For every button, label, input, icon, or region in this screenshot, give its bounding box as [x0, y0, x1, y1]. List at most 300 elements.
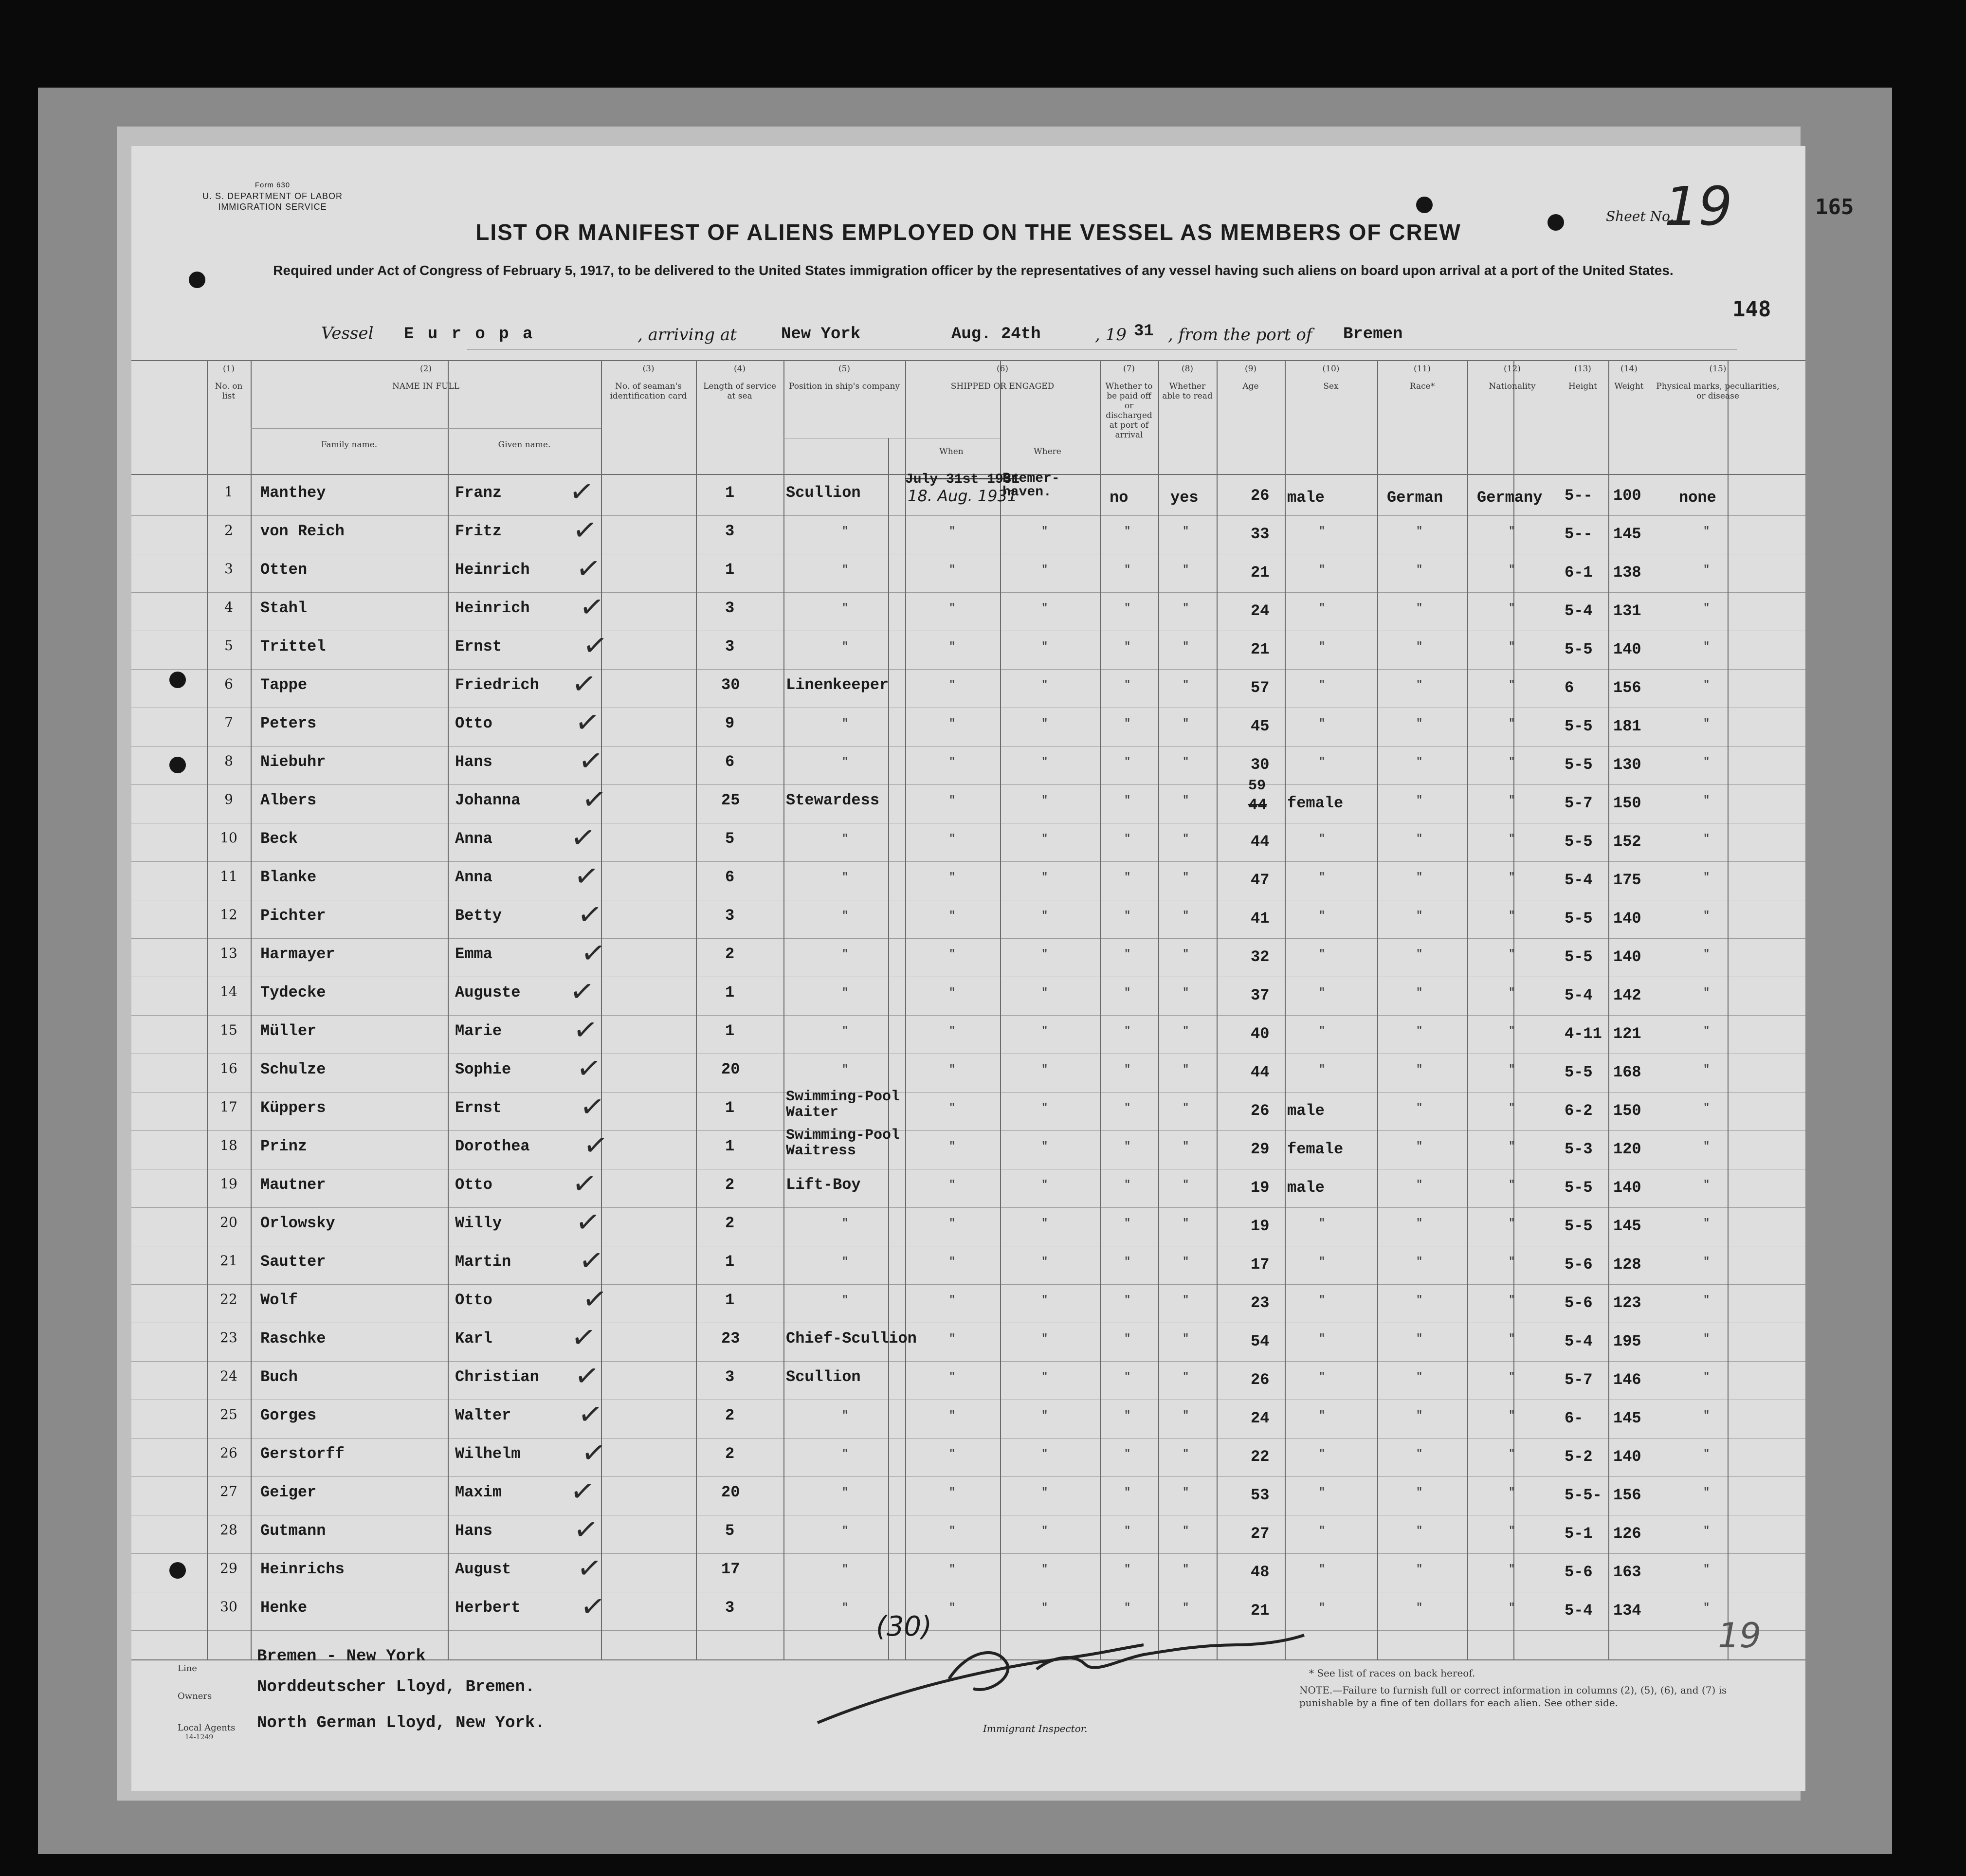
when-ditto-mark: ": [949, 910, 956, 922]
sex: male: [1287, 489, 1325, 507]
page-title: LIST OR MANIFEST OF ALIENS EMPLOYED ON THE VESSEL AS MEMBERS OF CREW: [475, 219, 1461, 245]
marks-ditto-mark: ": [1703, 794, 1710, 806]
nationality-ditto-mark: ": [1509, 1140, 1515, 1152]
weight: 150: [1613, 1102, 1641, 1120]
race-ditto-mark: ": [1416, 1409, 1423, 1421]
family-name: Schulze: [260, 1060, 326, 1078]
age: 37: [1251, 986, 1270, 1004]
read-ditto-mark: ": [1183, 910, 1189, 922]
shipped-when-struck: July 31st 1931: [905, 472, 1020, 487]
weight: 163: [1613, 1563, 1641, 1581]
family-name: Buch: [260, 1368, 298, 1386]
read-ditto-mark: ": [1183, 679, 1189, 691]
nationality-ditto-mark: ": [1509, 756, 1515, 768]
race-ditto-mark: ": [1416, 717, 1423, 729]
paid-ditto-mark: ": [1124, 1102, 1131, 1114]
paid-ditto-mark: ": [1124, 679, 1131, 691]
where-ditto-mark: ": [1041, 1140, 1048, 1152]
nationality-ditto-mark: ": [1509, 679, 1515, 691]
service-length: 30: [721, 676, 740, 694]
paid-ditto-mark: ": [1124, 1409, 1131, 1421]
shipped-where: Bremer-haven.: [1002, 471, 1060, 500]
nationality-ditto-mark: ": [1509, 986, 1515, 999]
check-mark-icon: ✓: [580, 781, 609, 819]
from-port-label: , from the port of: [1168, 325, 1312, 345]
table-row: [131, 1396, 1805, 1438]
marks-ditto-mark: ": [1703, 1256, 1710, 1268]
marks-ditto-mark: ": [1703, 1179, 1710, 1191]
family-name: Sautter: [260, 1253, 326, 1271]
check-mark-icon: ✓: [568, 1473, 597, 1511]
nationality-ditto-mark: ": [1509, 1602, 1515, 1614]
row-number: 18: [220, 1137, 237, 1153]
table-row: [131, 588, 1805, 631]
position: Scullion: [786, 484, 861, 502]
race-ditto-mark: ": [1416, 1448, 1423, 1460]
row-number: 9: [224, 791, 233, 807]
table-row: [131, 471, 1805, 515]
marks-ditto-mark: ": [1703, 948, 1710, 960]
service-length: 3: [725, 522, 735, 540]
year-label: , 19: [1095, 325, 1127, 345]
column-number-c12: (12): [1504, 364, 1521, 374]
check-mark-icon: ✓: [574, 1050, 603, 1088]
given-name: Martin: [455, 1253, 511, 1271]
when-ditto-mark: ": [949, 986, 956, 999]
service-length: 3: [725, 637, 735, 656]
column-label-c15: Physical marks, peculiarities, or disease: [1656, 382, 1780, 401]
table-row: [131, 1127, 1805, 1169]
marks-ditto-mark: ": [1703, 1602, 1710, 1614]
height: 5-2: [1565, 1448, 1593, 1466]
column-label-where: Where: [1034, 447, 1061, 456]
family-name: Prinz: [260, 1137, 308, 1155]
service-length: 1: [725, 1099, 735, 1117]
family-name: Tappe: [260, 676, 308, 694]
read-ditto-mark: ": [1183, 640, 1189, 653]
nationality-ditto-mark: ": [1509, 1409, 1515, 1421]
form-code: 14-1249: [185, 1733, 214, 1741]
column-label-c14: Weight: [1614, 382, 1644, 391]
race-ditto-mark: ": [1416, 1332, 1423, 1345]
from-port: Bremen: [1343, 325, 1403, 344]
height: 5-4: [1565, 1602, 1593, 1620]
owners-label: Owners: [178, 1691, 212, 1701]
age: 32: [1251, 948, 1270, 966]
when-ditto-mark: ": [949, 1063, 956, 1075]
column-label-c10: Sex: [1323, 382, 1339, 391]
age: 47: [1251, 871, 1270, 889]
total-count: (30): [876, 1611, 932, 1642]
age: 54: [1251, 1332, 1270, 1350]
family-name: Otten: [260, 561, 308, 579]
column-label-c9: Age: [1242, 382, 1259, 391]
when-ditto-mark: ": [949, 1025, 956, 1037]
check-mark-icon: ✓: [572, 1357, 601, 1395]
where-ditto-mark: ": [1041, 1063, 1048, 1075]
given-name: Otto: [455, 1291, 492, 1309]
sex: female: [1287, 794, 1344, 812]
column-number-c4: (4): [733, 364, 746, 374]
row-number: 14: [220, 984, 237, 1000]
service-length: 3: [725, 1368, 735, 1386]
age: 30: [1251, 756, 1270, 774]
given-name: Otto: [455, 714, 492, 732]
height: 5-5: [1565, 948, 1593, 966]
paid-ditto-mark: ": [1124, 1217, 1131, 1229]
paid-ditto-mark: ": [1124, 1448, 1131, 1460]
inspector-label: Immigrant Inspector.: [983, 1723, 1088, 1734]
read-ditto-mark: ": [1183, 948, 1189, 960]
marks-ditto-mark: ": [1703, 1294, 1710, 1306]
weight: 140: [1613, 948, 1641, 966]
ditto-mark: ": [842, 1409, 849, 1421]
column-label-c1: No. on list: [215, 382, 243, 401]
table-row: [131, 973, 1805, 1015]
where-ditto-mark: ": [1041, 910, 1048, 922]
when-ditto-mark: ": [949, 564, 956, 576]
ditto-mark: ": [842, 1063, 849, 1075]
race-ditto-mark: ": [1416, 871, 1423, 883]
family-name: Stahl: [260, 599, 308, 617]
ditto-mark: ": [842, 1563, 849, 1575]
read-ditto-mark: ": [1183, 1409, 1189, 1421]
where-ditto-mark: ": [1041, 1448, 1048, 1460]
ditto-mark: ": [842, 986, 849, 999]
column-number-c15: (15): [1709, 364, 1727, 374]
height: 6-: [1565, 1409, 1584, 1427]
table-row: [131, 896, 1805, 938]
race-ditto-mark: ": [1416, 1294, 1423, 1306]
paid-ditto-mark: ": [1124, 602, 1131, 614]
stamp-number-top: 165: [1815, 195, 1854, 219]
weight: 195: [1613, 1332, 1641, 1350]
weight: 140: [1613, 1179, 1641, 1197]
nationality-ditto-mark: ": [1509, 1371, 1515, 1383]
table-row: [131, 1280, 1805, 1323]
sex-ditto-mark: ": [1319, 986, 1326, 999]
family-name: Mautner: [260, 1176, 326, 1194]
nationality: Germany: [1477, 489, 1543, 507]
race-ditto-mark: ": [1416, 1486, 1423, 1498]
height: 5-5-: [1565, 1486, 1602, 1504]
service-length: 2: [725, 1214, 735, 1232]
paid-ditto-mark: ": [1124, 794, 1131, 806]
marks-ditto-mark: ": [1703, 1332, 1710, 1345]
where-ditto-mark: ": [1041, 948, 1048, 960]
marks-ditto-mark: ": [1703, 1486, 1710, 1498]
column-label-c13: Height: [1568, 382, 1597, 391]
column-label-c3: No. of seaman's identification card: [610, 382, 687, 401]
marks-ditto-mark: ": [1703, 1217, 1710, 1229]
paid-ditto-mark: ": [1124, 1025, 1131, 1037]
when-ditto-mark: ": [949, 717, 956, 729]
column-number-c7: (7): [1123, 364, 1135, 374]
height: 5-4: [1565, 871, 1593, 889]
ditto-mark: ": [842, 525, 849, 537]
age: 33: [1251, 525, 1270, 543]
weight: 152: [1613, 833, 1641, 851]
height: 5-5: [1565, 1179, 1593, 1197]
marks-ditto-mark: ": [1703, 1563, 1710, 1575]
race-ditto-mark: ": [1416, 794, 1423, 806]
paid-ditto-mark: ": [1124, 717, 1131, 729]
when-ditto-mark: ": [949, 679, 956, 691]
weight: 100: [1613, 487, 1641, 505]
height: 6-1: [1565, 564, 1593, 582]
ditto-mark: ": [842, 1486, 849, 1498]
column-label-c12: Nationality: [1489, 382, 1536, 391]
when-ditto-mark: ": [949, 1332, 956, 1345]
sex-ditto-mark: ": [1319, 602, 1326, 614]
family-name: Müller: [260, 1022, 317, 1040]
check-mark-icon: ✓: [568, 819, 598, 857]
table-row: [131, 665, 1805, 708]
service-length: 1: [725, 1291, 735, 1309]
marks-ditto-mark: ": [1703, 986, 1710, 999]
paid-ditto-mark: ": [1124, 1525, 1131, 1537]
race-ditto-mark: ": [1416, 602, 1423, 614]
age: 19: [1251, 1179, 1270, 1197]
row-number: 3: [224, 561, 233, 577]
race-ditto-mark: ": [1416, 1025, 1423, 1037]
marks-ditto-mark: ": [1703, 910, 1710, 922]
where-ditto-mark: ": [1041, 1409, 1048, 1421]
family-name: Heinrichs: [260, 1560, 345, 1578]
check-mark-icon: ✓: [571, 1511, 601, 1549]
row-number: 13: [220, 945, 237, 961]
age: 26: [1251, 1102, 1270, 1120]
height: 4-11: [1565, 1025, 1602, 1043]
check-mark-icon: ✓: [575, 896, 604, 934]
sex-ditto-mark: ": [1319, 1371, 1326, 1383]
paid-ditto-mark: ": [1124, 1486, 1131, 1498]
nationality-ditto-mark: ": [1509, 794, 1515, 806]
column-label-when: When: [939, 447, 964, 456]
given-name: Maxim: [455, 1483, 502, 1501]
age: 21: [1251, 640, 1270, 658]
races-note: * See list of races on back hereof.: [1309, 1667, 1475, 1679]
line-label: Line: [178, 1663, 197, 1674]
nationality-ditto-mark: ": [1509, 1563, 1515, 1575]
ditto-mark: ": [842, 871, 849, 883]
family-name: Niebuhr: [260, 753, 326, 771]
age: 26: [1251, 487, 1270, 505]
read-ditto-mark: ": [1183, 1256, 1189, 1268]
column-number-c6: (6): [996, 364, 1009, 374]
corner-page-number: 19: [1718, 1616, 1762, 1656]
weight: 120: [1613, 1140, 1641, 1158]
height: 5-4: [1565, 986, 1593, 1004]
height: 6: [1565, 679, 1574, 697]
row-number: 8: [224, 753, 233, 769]
family-name: Harmayer: [260, 945, 335, 963]
sex: male: [1287, 1179, 1325, 1197]
table-row: [131, 1357, 1805, 1400]
given-name: Ernst: [455, 637, 502, 656]
given-name: Dorothea: [455, 1137, 530, 1155]
where-ditto-mark: ": [1041, 1371, 1048, 1383]
table-row: [131, 1242, 1805, 1284]
column-number-c3: (3): [642, 364, 655, 374]
read-ditto-mark: ": [1183, 1063, 1189, 1075]
given-name: Hans: [455, 1522, 492, 1540]
age: 17: [1251, 1256, 1270, 1274]
given-name: Emma: [455, 945, 492, 963]
check-mark-icon: ✓: [581, 627, 610, 665]
when-ditto-mark: ": [949, 1256, 956, 1268]
read-ditto-mark: ": [1183, 717, 1189, 729]
read-ditto-mark: ": [1183, 1140, 1189, 1152]
paid-ditto-mark: ": [1124, 1602, 1131, 1614]
column-label-c5: Position in ship's company: [788, 382, 900, 391]
column-number-c9: (9): [1244, 364, 1257, 374]
service-length: 1: [725, 484, 735, 502]
height: 5--: [1565, 525, 1593, 543]
owners-value: Norddeutscher Lloyd, Bremen.: [257, 1678, 535, 1696]
family-name: Wolf: [260, 1291, 298, 1309]
read-ditto-mark: ": [1183, 1602, 1189, 1614]
read-ditto-mark: ": [1183, 525, 1189, 537]
table-row: [131, 778, 1805, 823]
form-number: Form 630: [255, 181, 291, 189]
row-number: 21: [220, 1253, 237, 1269]
check-mark-icon: ✓: [567, 973, 597, 1011]
family-name: Tydecke: [260, 984, 326, 1002]
table-row: [131, 704, 1805, 746]
department-header: [190, 180, 355, 212]
height: 6-2: [1565, 1102, 1593, 1120]
where-ditto-mark: ": [1041, 1602, 1048, 1614]
column-label-c2: NAME IN FULL: [392, 382, 460, 391]
race-ditto-mark: ": [1416, 1217, 1423, 1229]
sex-ditto-mark: ": [1319, 756, 1326, 768]
arrival-date: Aug. 24th: [951, 325, 1041, 344]
check-mark-icon: ✓: [569, 665, 599, 703]
column-number-c1: (1): [222, 364, 235, 374]
position: Chief-Scullion: [786, 1330, 917, 1348]
weight: 168: [1613, 1063, 1641, 1081]
table-row: [131, 1473, 1805, 1515]
row-number: 5: [224, 637, 233, 654]
when-ditto-mark: ": [949, 1563, 956, 1575]
marks-ditto-mark: ": [1703, 602, 1710, 614]
ditto-mark: ": [842, 1294, 849, 1306]
ditto-mark: ": [842, 948, 849, 960]
family-name: Peters: [260, 714, 317, 732]
check-mark-icon: ✓: [573, 704, 602, 742]
age: 59: [1248, 778, 1266, 794]
nationality-ditto-mark: ": [1509, 602, 1515, 614]
height: 5-5: [1565, 910, 1593, 928]
nationality-ditto-mark: ": [1509, 910, 1515, 922]
race-ditto-mark: ": [1416, 1140, 1423, 1152]
where-ditto-mark: ": [1041, 833, 1048, 845]
height: 5-6: [1565, 1563, 1593, 1581]
family-name: Gorges: [260, 1406, 317, 1424]
race-ditto-mark: ": [1416, 679, 1423, 691]
paid-ditto-mark: ": [1124, 1332, 1131, 1345]
position: Stewardess: [786, 791, 880, 809]
when-ditto-mark: ": [949, 871, 956, 883]
table-row: [131, 857, 1805, 900]
sex-ditto-mark: ": [1319, 1217, 1326, 1229]
position: Linenkeeper: [786, 676, 889, 694]
table-row: [131, 511, 1805, 554]
weight: 145: [1613, 1409, 1641, 1427]
service-length: 20: [721, 1060, 740, 1078]
family-name: Manthey: [260, 484, 326, 502]
sex-ditto-mark: ": [1319, 525, 1326, 537]
nationality-ditto-mark: ": [1509, 717, 1515, 729]
ditto-mark: ": [842, 717, 849, 729]
when-ditto-mark: ": [949, 1371, 956, 1383]
row-number: 26: [220, 1445, 237, 1461]
when-ditto-mark: ": [949, 1486, 956, 1498]
age: 53: [1251, 1486, 1270, 1504]
race-ditto-mark: ": [1416, 1563, 1423, 1575]
height: 5-3: [1565, 1140, 1593, 1158]
age: 44: [1251, 833, 1270, 851]
marks-ditto-mark: ": [1703, 1102, 1710, 1114]
nationality-ditto-mark: ": [1509, 1179, 1515, 1191]
row-number: 29: [220, 1560, 237, 1576]
position: Swimming-Pool Waiter: [786, 1089, 900, 1121]
service-name: IMMIGRATION SERVICE: [218, 202, 327, 212]
race-ditto-mark: ": [1416, 1063, 1423, 1075]
read-ditto-mark: ": [1183, 1217, 1189, 1229]
paid-ditto-mark: ": [1124, 1294, 1131, 1306]
when-ditto-mark: ": [949, 1217, 956, 1229]
check-mark-icon: ✓: [576, 742, 605, 780]
where-ditto-mark: ": [1041, 1256, 1048, 1268]
position: Scullion: [786, 1368, 861, 1386]
paid-ditto-mark: ": [1124, 1256, 1131, 1268]
weight: 128: [1613, 1256, 1641, 1274]
race-ditto-mark: ": [1416, 1256, 1423, 1268]
age-struck: 44: [1248, 796, 1267, 814]
height: 5-5: [1565, 833, 1593, 851]
paid-ditto-mark: ": [1124, 871, 1131, 883]
family-name: Geiger: [260, 1483, 317, 1501]
check-mark-icon: ✓: [577, 588, 606, 626]
race-ditto-mark: ": [1416, 986, 1423, 999]
weight: 140: [1613, 910, 1641, 928]
weight: 156: [1613, 1486, 1641, 1504]
penalty-note: NOTE.—Failure to furnish full or correct information in columns (2), (5), (6), and (7) is punishable by a fine of ten dollars for each alien. See other side.: [1299, 1684, 1727, 1709]
ditto-mark: ": [842, 1602, 849, 1614]
when-ditto-mark: ": [949, 948, 956, 960]
row-number: 24: [220, 1368, 237, 1384]
when-ditto-mark: ": [949, 525, 956, 537]
service-length: 2: [725, 945, 735, 963]
given-name: Walter: [455, 1406, 511, 1424]
read-ditto-mark: ": [1183, 1179, 1189, 1191]
height: 5-4: [1565, 602, 1593, 620]
height: 5-5: [1565, 717, 1593, 735]
column-label-c7: Whether to be paid off or discharged at port of arrival: [1105, 382, 1153, 440]
age: 21: [1251, 564, 1270, 582]
table-row: [131, 550, 1805, 592]
page-subtitle: Required under Act of Congress of February 5, 1917, to be delivered to the United States immigration officer by the representatives of any vessel having such aliens on board upon arrival at a port of the United States.: [273, 263, 1674, 278]
stamp-number-second: 148: [1732, 297, 1771, 322]
punch-hole-icon: [189, 272, 205, 288]
marks-ditto-mark: ": [1703, 679, 1710, 691]
age: 24: [1251, 1409, 1270, 1427]
service-length: 2: [725, 1445, 735, 1463]
able-to-read: yes: [1170, 489, 1199, 507]
sex-ditto-mark: ": [1319, 910, 1326, 922]
